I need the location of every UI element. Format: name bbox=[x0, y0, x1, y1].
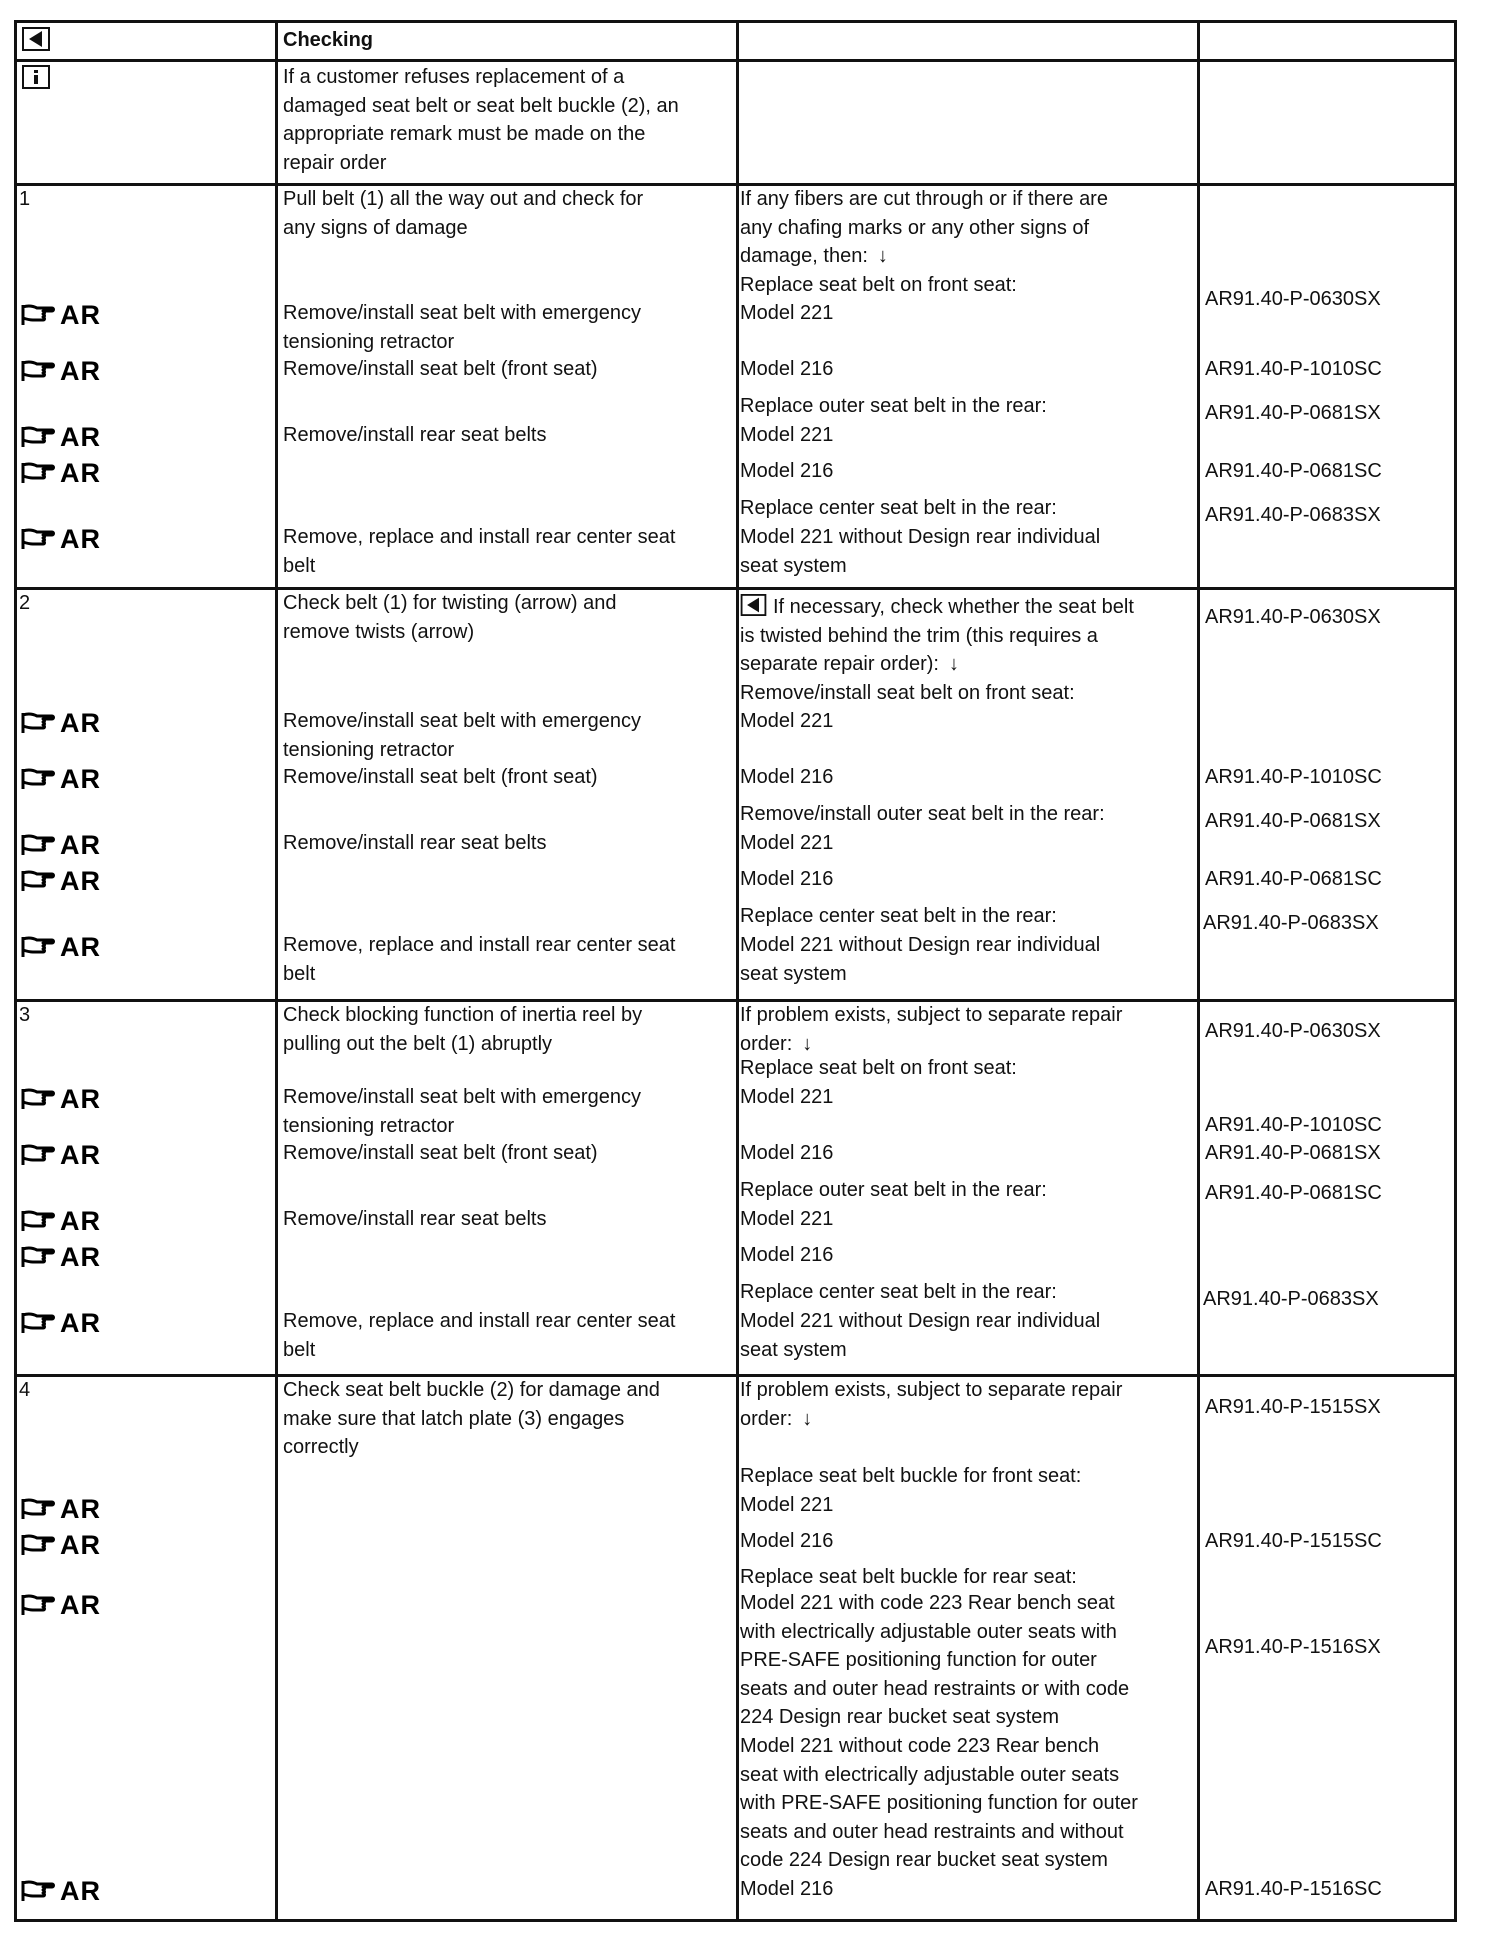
arrow-down-icon: ↓ bbox=[802, 1407, 813, 1430]
ar-label: AR bbox=[60, 1493, 101, 1524]
op-reference[interactable]: AR91.40-P-0630SX bbox=[1205, 606, 1381, 628]
op-model-line: seat system bbox=[740, 554, 847, 577]
op-model-line: Model 216 bbox=[740, 1142, 834, 1164]
op-title-line: Remove/install rear seat belts bbox=[283, 424, 547, 446]
op-title-line: Remove, replace and install rear center seat bbox=[283, 526, 676, 548]
op-reference[interactable]: AR91.40-P-1010SC bbox=[1205, 766, 1382, 788]
op-model-line: Model 221 bbox=[740, 710, 834, 733]
op-title-line: Remove/install rear seat belts bbox=[283, 832, 547, 854]
ar-link[interactable] bbox=[21, 930, 101, 964]
ar-link[interactable] bbox=[21, 456, 101, 490]
info-line: If a customer refuses replacement of a bbox=[283, 66, 625, 88]
info-line: repair order bbox=[283, 151, 387, 174]
ar-label: AR bbox=[60, 457, 101, 488]
op-model-line: Model 221 without Design rear individual bbox=[740, 526, 1101, 548]
pointing-hand-icon bbox=[21, 832, 55, 858]
ar-link[interactable] bbox=[21, 1138, 101, 1172]
step-condition-line: If problem exists, subject to separate repair bbox=[740, 1004, 1123, 1026]
op-model-line: Model 221 bbox=[740, 1494, 834, 1516]
op-title-line: Remove/install seat belt with emergency bbox=[283, 1086, 641, 1108]
op-reference[interactable]: AR91.40-P-0683SX bbox=[1203, 912, 1379, 934]
step-number: 1 bbox=[19, 188, 31, 210]
ar-link[interactable] bbox=[21, 522, 101, 556]
op-model-line: Model 216 bbox=[740, 358, 834, 380]
ar-link[interactable] bbox=[21, 864, 101, 898]
ar-label: AR bbox=[60, 1139, 101, 1170]
ar-link[interactable] bbox=[21, 1528, 101, 1562]
ar-link[interactable] bbox=[21, 298, 101, 332]
step-action-line: remove twists (arrow) bbox=[283, 620, 475, 643]
repair-procedure-table bbox=[14, 20, 1457, 1922]
op-model-line: seat with electrically adjustable outer seats bbox=[740, 1763, 1120, 1786]
step-action-line: Pull belt (1) all the way out and check for bbox=[283, 188, 644, 210]
pointing-hand-icon bbox=[21, 1142, 55, 1168]
op-title-line: Remove, replace and install rear center seat bbox=[283, 934, 676, 956]
row-divider bbox=[17, 999, 1454, 1002]
ar-label: AR bbox=[60, 523, 101, 554]
op-model-line: Model 216 bbox=[740, 766, 834, 788]
op-model-line: Model 216 bbox=[740, 1878, 834, 1900]
op-model-line: seats and outer head restraints and without bbox=[740, 1820, 1124, 1843]
op-title-line: belt bbox=[283, 962, 316, 985]
op-title-line: Remove/install seat belt (front seat) bbox=[283, 1142, 598, 1164]
step-condition-line bbox=[740, 242, 888, 271]
pointing-hand-icon bbox=[21, 302, 55, 328]
pointing-hand-icon bbox=[21, 1532, 55, 1558]
op-reference[interactable]: AR91.40-P-0630SX bbox=[1205, 1020, 1381, 1042]
ar-label: AR bbox=[60, 1307, 101, 1338]
ar-label: AR bbox=[60, 1589, 101, 1620]
op-model-line: Model 216 bbox=[740, 868, 834, 890]
op-title-line: Remove/install seat belt (front seat) bbox=[283, 358, 598, 380]
ar-link[interactable] bbox=[21, 1492, 101, 1526]
op-reference[interactable]: AR91.40-P-0681SC bbox=[1205, 460, 1382, 482]
op-model-line: with PRE-SAFE positioning function for outer bbox=[740, 1792, 1138, 1815]
column-divider bbox=[275, 23, 278, 1919]
op-model-line: Replace outer seat belt in the rear: bbox=[740, 395, 1047, 418]
op-reference[interactable]: AR91.40-P-0681SX bbox=[1205, 1142, 1381, 1164]
op-reference[interactable]: AR91.40-P-1515SX bbox=[1205, 1396, 1381, 1418]
op-reference[interactable]: AR91.40-P-0681SC bbox=[1205, 868, 1382, 890]
op-model-line: Model 221 bbox=[740, 302, 834, 325]
ar-link[interactable] bbox=[21, 1204, 101, 1238]
op-title-line: tensioning retractor bbox=[283, 330, 455, 353]
ar-link[interactable] bbox=[21, 828, 101, 862]
op-reference[interactable]: AR91.40-P-1010SC bbox=[1205, 358, 1382, 380]
step-number: 3 bbox=[19, 1004, 31, 1026]
row-divider bbox=[17, 183, 1454, 186]
pointing-hand-icon bbox=[21, 1496, 55, 1522]
op-model-line: Model 221 with code 223 Rear bench seat bbox=[740, 1592, 1115, 1614]
step-condition-text: separate repair order): bbox=[740, 653, 939, 676]
op-model-line: Model 216 bbox=[740, 1244, 834, 1266]
op-title-line: Remove, replace and install rear center seat bbox=[283, 1310, 676, 1332]
op-model-line: Model 216 bbox=[740, 1530, 834, 1552]
op-model-line: Model 221 bbox=[740, 832, 834, 854]
ar-label: AR bbox=[60, 1875, 101, 1906]
step-action-line: Check belt (1) for twisting (arrow) and bbox=[283, 592, 617, 614]
step-condition-line: If problem exists, subject to separate repair bbox=[740, 1379, 1123, 1401]
op-model-line: with electrically adjustable outer seats with bbox=[740, 1620, 1117, 1643]
info-line: damaged seat belt or seat belt buckle (2), an bbox=[283, 94, 679, 117]
op-model-line: Model 221 bbox=[740, 1208, 834, 1230]
step-action-line: correctly bbox=[283, 1436, 359, 1459]
pointing-hand-icon bbox=[21, 358, 55, 384]
ar-label: AR bbox=[60, 763, 101, 794]
op-model-line: seat system bbox=[740, 962, 847, 985]
pointing-hand-icon bbox=[21, 710, 55, 736]
info-line: appropriate remark must be made on the bbox=[283, 123, 646, 146]
back-arrow-icon bbox=[740, 594, 767, 616]
step-condition-line bbox=[740, 1405, 812, 1434]
op-reference[interactable]: AR91.40-P-0683SX bbox=[1203, 1288, 1379, 1310]
op-model-line: Model 221 without code 223 Rear bench bbox=[740, 1735, 1100, 1757]
step-condition-text: If necessary, check whether the seat belt bbox=[773, 596, 1134, 618]
step-condition-line bbox=[740, 593, 1134, 622]
ar-link[interactable] bbox=[21, 354, 101, 388]
pointing-hand-icon bbox=[21, 1878, 55, 1904]
ar-label: AR bbox=[60, 355, 101, 386]
op-title-line: Remove/install rear seat belts bbox=[283, 1208, 547, 1230]
op-title-line: belt bbox=[283, 1338, 316, 1361]
op-title-line: Remove/install seat belt (front seat) bbox=[283, 766, 598, 788]
ar-link[interactable] bbox=[21, 1306, 101, 1340]
ar-label: AR bbox=[60, 1241, 101, 1272]
arrow-down-icon: ↓ bbox=[877, 245, 888, 268]
step-action-line: any signs of damage bbox=[283, 216, 468, 239]
op-model-line: Replace seat belt buckle for front seat: bbox=[740, 1465, 1082, 1487]
op-model-line: Model 221 without Design rear individual bbox=[740, 1310, 1101, 1332]
op-model-line: Model 221 without Design rear individual bbox=[740, 934, 1101, 956]
op-reference[interactable]: AR91.40-P-0630SX bbox=[1205, 288, 1381, 310]
op-title-line: tensioning retractor bbox=[283, 738, 455, 761]
step-number: 2 bbox=[19, 592, 31, 614]
step-action-line: make sure that latch plate (3) engages bbox=[283, 1407, 625, 1430]
ar-link[interactable] bbox=[21, 762, 101, 796]
op-model-line: PRE-SAFE positioning function for outer bbox=[740, 1649, 1097, 1672]
step-condition-line bbox=[740, 650, 959, 679]
op-model-line: Replace center seat belt in the rear: bbox=[740, 497, 1057, 520]
arrow-down-icon: ↓ bbox=[802, 1032, 813, 1055]
op-model-line: Remove/install seat belt on front seat: bbox=[740, 681, 1075, 704]
op-model-line: seat system bbox=[740, 1338, 847, 1361]
step-action-line: Check blocking function of inertia reel by bbox=[283, 1004, 643, 1026]
ar-link[interactable] bbox=[21, 1874, 101, 1908]
pointing-hand-icon bbox=[21, 1310, 55, 1336]
pointing-hand-icon bbox=[21, 1208, 55, 1234]
ar-label: AR bbox=[60, 707, 101, 738]
ar-label: AR bbox=[60, 931, 101, 962]
op-title-line: Remove/install seat belt with emergency bbox=[283, 302, 641, 324]
ar-label: AR bbox=[60, 1205, 101, 1236]
ar-link[interactable] bbox=[21, 1082, 101, 1116]
pointing-hand-icon bbox=[21, 526, 55, 552]
step-condition-line: is twisted behind the trim (this requires a bbox=[740, 624, 1098, 647]
row-divider bbox=[17, 587, 1454, 590]
pointing-hand-icon bbox=[21, 1244, 55, 1270]
op-model-line: Replace seat belt on front seat: bbox=[740, 1057, 1017, 1080]
step-number: 4 bbox=[19, 1379, 31, 1401]
op-reference[interactable]: AR91.40-P-0681SX bbox=[1205, 402, 1381, 424]
op-model-line: Model 216 bbox=[740, 460, 834, 482]
pointing-hand-icon bbox=[21, 934, 55, 960]
op-reference[interactable]: AR91.40-P-1515SC bbox=[1205, 1530, 1382, 1552]
op-model-line: seats and outer head restraints or with code bbox=[740, 1677, 1130, 1700]
column-divider bbox=[1197, 23, 1200, 1919]
op-model-line: Replace center seat belt in the rear: bbox=[740, 905, 1057, 928]
op-model-line: Replace seat belt on front seat: bbox=[740, 273, 1017, 296]
pointing-hand-icon bbox=[21, 424, 55, 450]
op-reference[interactable]: AR91.40-P-0681SC bbox=[1205, 1182, 1382, 1204]
column-divider bbox=[736, 23, 739, 1919]
step-condition-line: If any fibers are cut through or if there are bbox=[740, 188, 1108, 210]
pointing-hand-icon bbox=[21, 868, 55, 894]
op-reference[interactable]: AR91.40-P-0683SX bbox=[1205, 504, 1381, 526]
op-reference[interactable]: AR91.40-P-1516SC bbox=[1205, 1878, 1382, 1900]
step-condition-text: damage, then: bbox=[740, 245, 868, 268]
op-model-line: Model 221 bbox=[740, 424, 834, 446]
ar-label: AR bbox=[60, 865, 101, 896]
ar-link[interactable] bbox=[21, 420, 101, 454]
back-arrow-icon bbox=[22, 27, 50, 51]
step-condition-text: order: bbox=[740, 1407, 793, 1430]
step-condition-line: any chafing marks or any other signs of bbox=[740, 216, 1090, 239]
op-model-line: Remove/install outer seat belt in the rear: bbox=[740, 803, 1105, 826]
op-title-line: Remove/install seat belt with emergency bbox=[283, 710, 641, 732]
ar-link[interactable] bbox=[21, 1588, 101, 1622]
step-action-line: Check seat belt buckle (2) for damage and bbox=[283, 1379, 660, 1401]
arrow-down-icon: ↓ bbox=[948, 653, 959, 676]
op-model-line: Replace outer seat belt in the rear: bbox=[740, 1179, 1047, 1202]
op-model-line: Replace center seat belt in the rear: bbox=[740, 1281, 1057, 1304]
op-model-line: code 224 Design rear bucket seat system bbox=[740, 1849, 1108, 1872]
ar-label: AR bbox=[60, 1529, 101, 1560]
op-title-line: belt bbox=[283, 554, 316, 577]
pointing-hand-icon bbox=[21, 1592, 55, 1618]
pointing-hand-icon bbox=[21, 766, 55, 792]
info-icon bbox=[22, 65, 50, 89]
ar-label: AR bbox=[60, 829, 101, 860]
ar-label: AR bbox=[60, 299, 101, 330]
ar-label: AR bbox=[60, 421, 101, 452]
op-reference[interactable]: AR91.40-P-1010SC bbox=[1205, 1114, 1382, 1136]
op-model-line: Replace seat belt buckle for rear seat: bbox=[740, 1566, 1077, 1588]
ar-link[interactable] bbox=[21, 1240, 101, 1274]
op-model-line: 224 Design rear bucket seat system bbox=[740, 1706, 1060, 1729]
page-title: Checking bbox=[283, 29, 374, 51]
ar-label: AR bbox=[60, 1083, 101, 1114]
op-model-line: Model 221 bbox=[740, 1086, 834, 1108]
step-action-line: pulling out the belt (1) abruptly bbox=[283, 1032, 553, 1055]
row-divider bbox=[17, 59, 1454, 62]
step-condition-text: order: bbox=[740, 1032, 793, 1055]
pointing-hand-icon bbox=[21, 460, 55, 486]
op-reference[interactable]: AR91.40-P-0681SX bbox=[1205, 810, 1381, 832]
ar-link[interactable] bbox=[21, 706, 101, 740]
row-divider bbox=[17, 1374, 1454, 1377]
op-title-line: tensioning retractor bbox=[283, 1114, 455, 1137]
op-reference[interactable]: AR91.40-P-1516SX bbox=[1205, 1636, 1381, 1658]
pointing-hand-icon bbox=[21, 1086, 55, 1112]
